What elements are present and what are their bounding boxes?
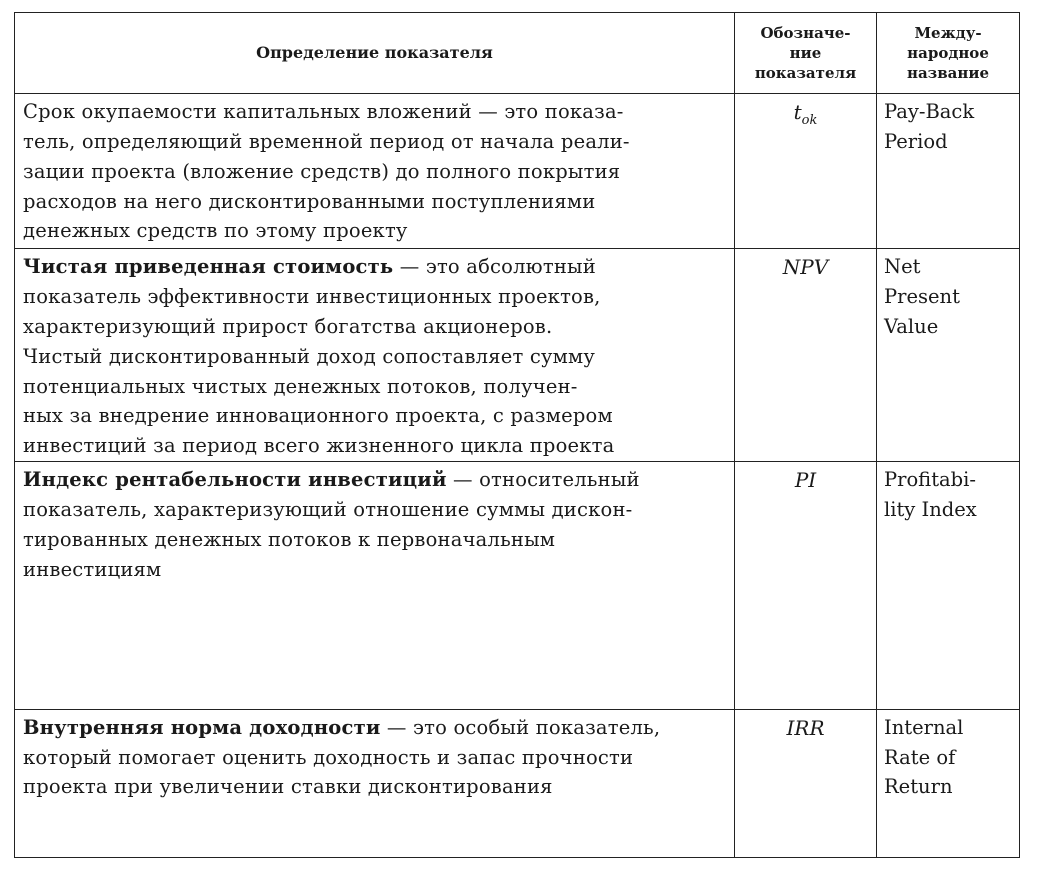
definition-first-line <box>23 713 728 743</box>
definition-first-line <box>23 252 728 282</box>
definition-cell <box>15 709 735 857</box>
table-row <box>15 709 1020 857</box>
definition-line: показатель, характеризующий отношение суммы дискон- <box>23 498 633 522</box>
definition-line: инвестициям <box>23 557 162 581</box>
intl-name-cell: Profitabi- lity Index <box>877 462 1020 709</box>
definition-line: Срок окупаемости капитальных вложений — это показа- <box>23 100 624 124</box>
definition-rest: — относительный <box>446 468 640 492</box>
definition-line: денежных средств по этому проекту <box>23 219 408 243</box>
definition-line: ных за внедрение инновационного проекта, с размером <box>23 404 613 428</box>
intl-name-cell: Net Present Value <box>877 249 1020 462</box>
symbol-main: t <box>793 100 802 125</box>
term-bold: Индекс рентабельности инвестиций <box>23 468 447 492</box>
symbol-cell: NPV <box>735 249 877 462</box>
definition-cell <box>15 94 735 249</box>
definition-line: потенциальных чистых денежных потоков, получен- <box>23 374 578 398</box>
definition-line: зации проекта (вложение средств) до полного покрытия <box>23 159 621 183</box>
definition-line: расходов на него дисконтированными поступлениями <box>23 189 596 213</box>
table-row <box>15 94 1020 249</box>
definition-line: тель, определяющий временной период от начала реали- <box>23 129 630 153</box>
header-definition: Определение показателя <box>15 13 735 94</box>
term-bold: Чистая приведенная стоимость <box>23 255 394 279</box>
symbol-cell: PI <box>735 462 877 709</box>
intl-name-cell: Pay-Back Period <box>877 94 1020 249</box>
intl-name-cell: Internal Rate of Return <box>877 709 1020 857</box>
definition-line: Чистый дисконтированный доход сопоставляет сумму <box>23 344 596 368</box>
symbol-subscript: ok <box>801 113 818 129</box>
definition-first-line <box>23 465 728 495</box>
table-header-row <box>15 13 1020 94</box>
header-symbol: Обозначе- ние показателя <box>735 13 877 94</box>
indicators-table <box>14 12 1020 858</box>
table-row <box>15 249 1020 462</box>
table-row <box>15 462 1020 709</box>
definition-line: который помогает оценить доходность и запас прочности <box>23 745 634 769</box>
term-bold: Внутренняя норма доходности <box>23 715 381 739</box>
symbol-cell: IRR <box>735 709 877 857</box>
definition-line: характеризующий прирост богатства акционеров. <box>23 314 553 338</box>
definition-line: тированных денежных потоков к первоначальным <box>23 527 556 551</box>
definition-cell <box>15 462 735 709</box>
definition-line: показатель эффективности инвестиционных проектов, <box>23 285 601 309</box>
symbol-cell <box>735 94 877 249</box>
definition-line: инвестиций за период всего жизненного цикла проекта <box>23 434 615 458</box>
definition-line: проекта при увеличении ставки дисконтирования <box>23 775 553 799</box>
header-intl-name: Между- народное название <box>877 13 1020 94</box>
definition-cell <box>15 249 735 462</box>
definition-rest: — это абсолютный <box>393 255 596 279</box>
definition-rest: — это особый показатель, <box>380 715 661 739</box>
